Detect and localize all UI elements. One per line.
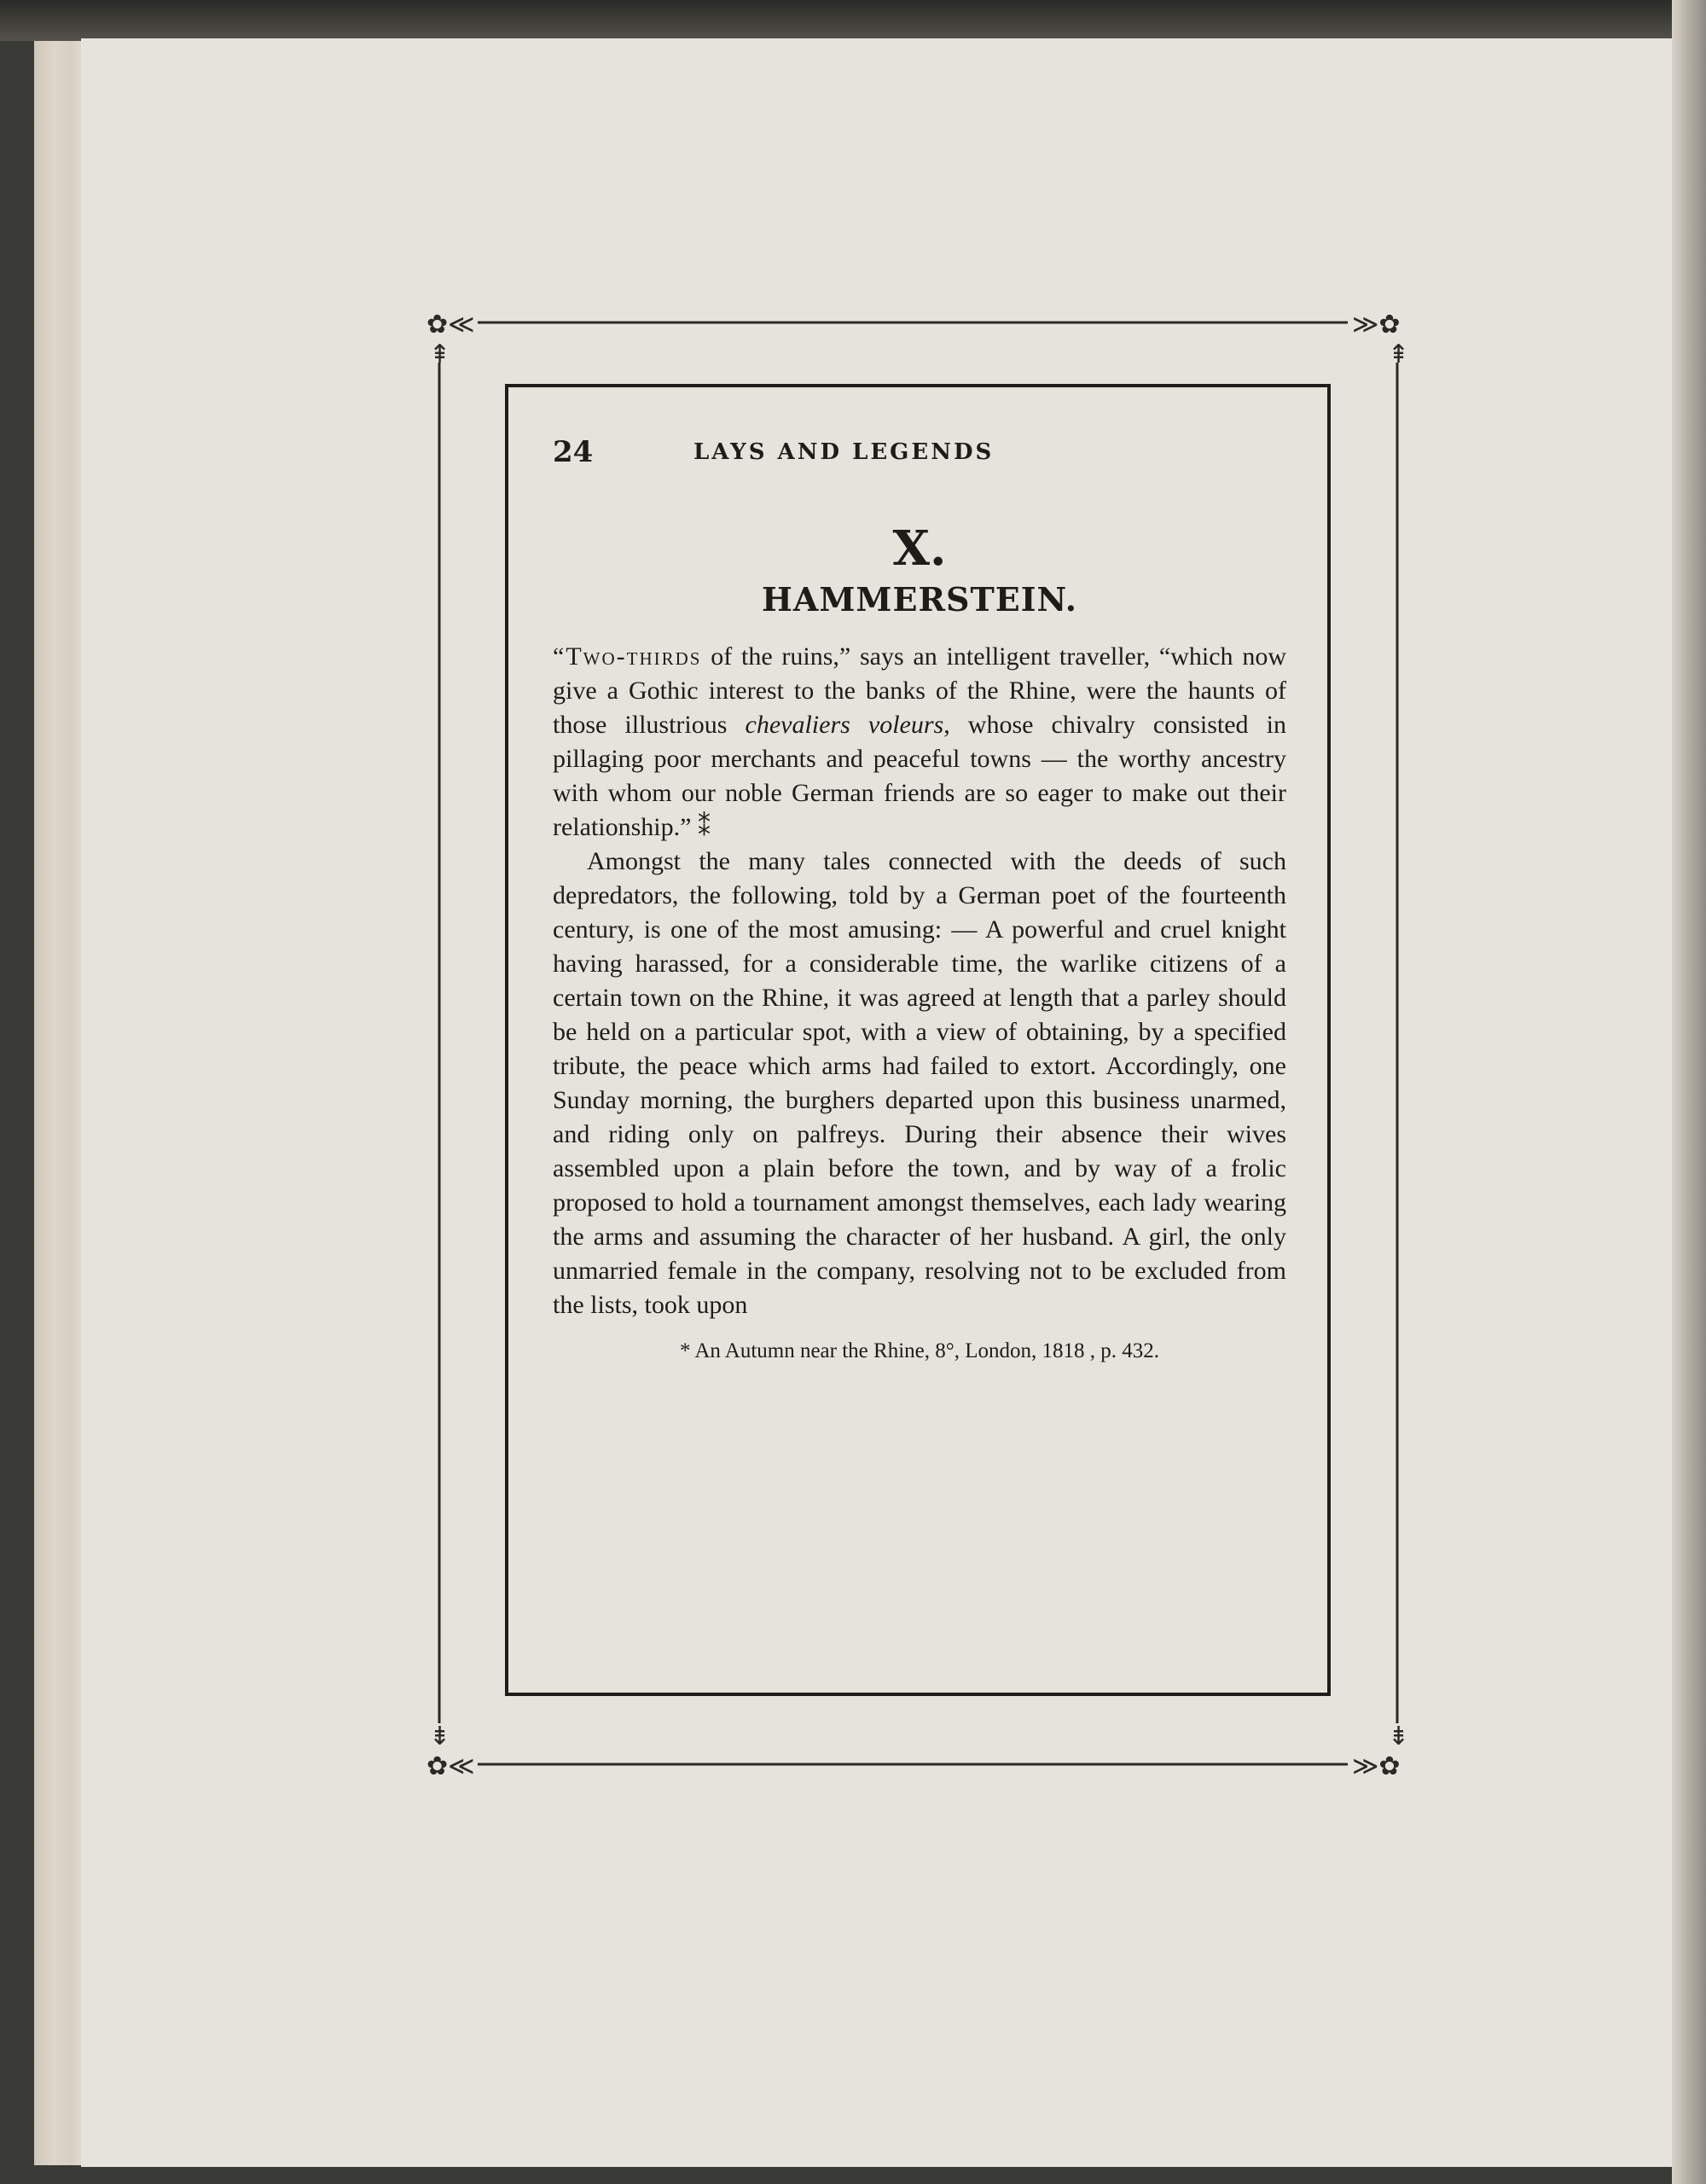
running-head: [553, 418, 1286, 486]
paragraph-2: Amongst the many tales connected with the deeds of such depredators, the following, told by a German poet of the fourteenth century, is one of the most amusing: — A powerful and cruel knight having harassed, for a considerable time, the warlike citizens of a certain town on the Rhine, it was agreed at length that a parley should be held on a particular spot, with a view of obtaining, by a specified tribute, the peace which arms had failed to extort. Accordingly, one Sunday morning, the burghers departed upon this business unarmed, and riding only on palfreys. During their absence their wives assembled upon a plain before the town, and by way of a frolic proposed to hold a tournament amongst themselves, each lady wearing the arms and assuming the character of her husband. A girl, the only unmarried female in the company, resolving not to be excluded from the lists, took upon: [553, 847, 1286, 1319]
corner-ornament-top-right: ≫✿: [1352, 310, 1401, 340]
corner-ornament-bottom-right: ≫✿: [1352, 1751, 1401, 1781]
paragraph-1: [553, 640, 1286, 845]
paragraph-1-text: of the ruins,” says an intelligent traveller, “which now give a Gothic interest to the banks of the Rhine, were the haunts of those illustrious: [553, 642, 1286, 739]
paragraph-1-lead: “Two-thirds: [553, 642, 702, 671]
running-head-title: LAYS AND LEGENDS: [693, 439, 995, 465]
arrow-ornament-bottom-left: ⇟: [429, 1722, 451, 1751]
footnote: * An Autumn near the Rhine, 8°, London, 1818 , p. 432.: [679, 1339, 1160, 1362]
chapter-title: HAMMERSTEIN.: [761, 580, 1078, 619]
arrow-ornament-top-left: ⇞: [429, 340, 451, 369]
paragraph-1-text-after: , whose chivalry consisted in pillaging poor merchants and peaceful towns — the worthy ancestry with whom our noble German friends are so eager to make out their relationship.” ⁑: [553, 711, 1286, 841]
page-number: 24: [553, 435, 594, 469]
arrow-ornament-top-right: ⇞: [1388, 340, 1410, 369]
corner-ornament-top-left: ✿≪: [426, 310, 475, 340]
paragraph-1-italic: chevaliers voleurs: [745, 711, 944, 739]
corner-ornament-bottom-left: ✿≪: [426, 1751, 475, 1781]
chapter-number: X.: [892, 520, 947, 577]
text-block: [553, 418, 1286, 1363]
body-text: [553, 640, 1286, 1322]
arrow-ornament-bottom-right: ⇟: [1388, 1722, 1410, 1751]
